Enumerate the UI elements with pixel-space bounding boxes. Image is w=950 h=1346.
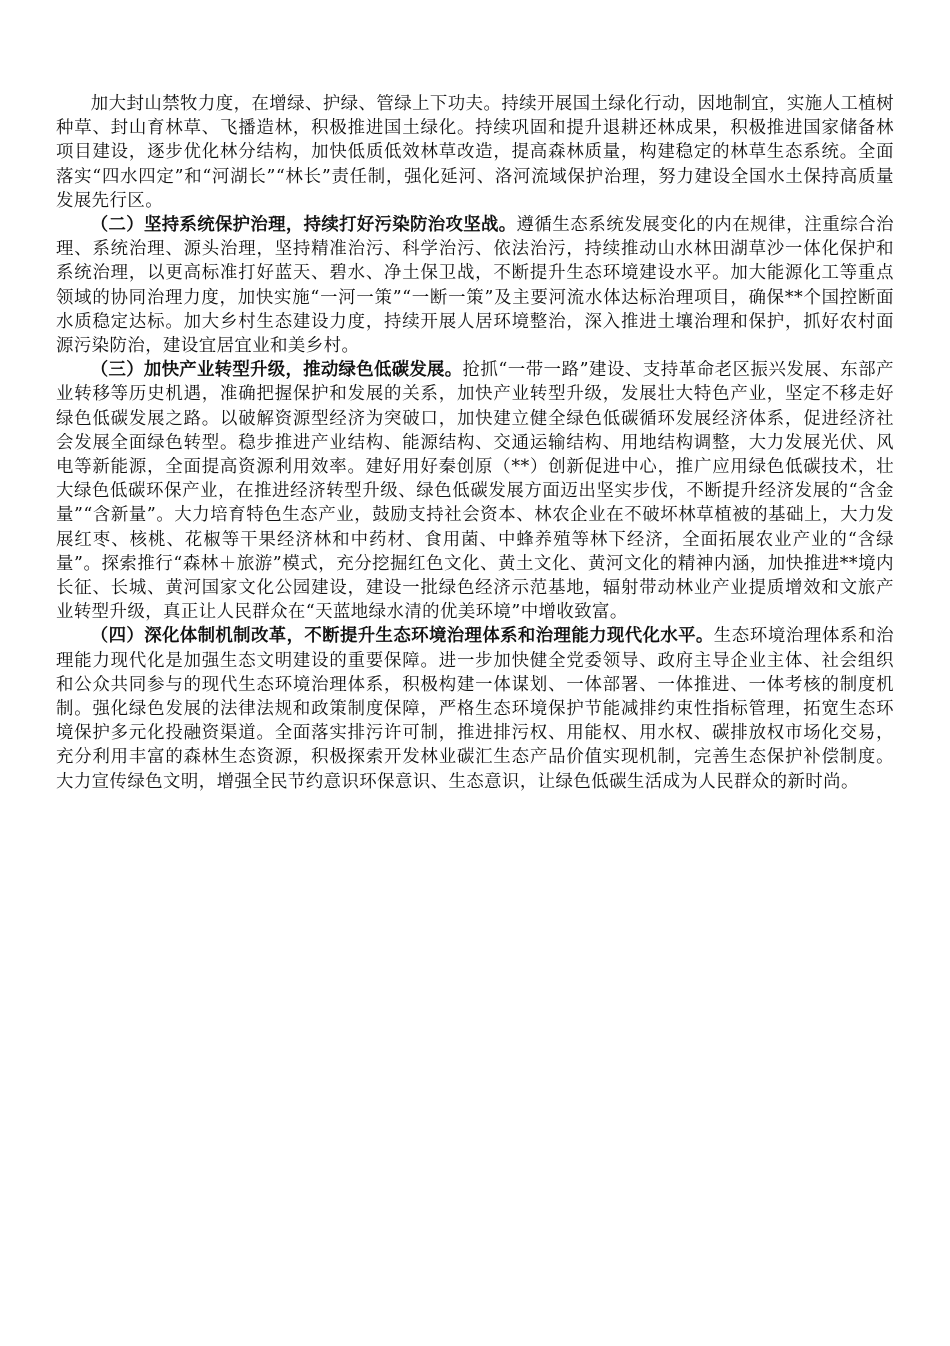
- paragraph-heading: （三）加快产业转型升级，推动绿色低碳发展。: [90, 360, 463, 381]
- paragraph-body: 加大封山禁牧力度，在增绿、护绿、管绿上下功夫。持续开展国土绿化行动，因地制宜，实施人工植树种草、封山育林草、飞播造林，积极推进国土绿化。持续巩固和提升退耕还林成果，积极推进国家储备林项目建设，逐步优化林分结构，加快低质低效林草改造，提高森林质量，构建稳定的林草生态系统。全面落实“四水四定”和“河湖长”“林长”责任制，强化延河、洛河流域保护治理，努力建设全国水土保持高质量发展先行区。: [56, 94, 894, 211]
- paragraph-industry-transformation: [56, 358, 894, 624]
- paragraph-institutional-reform: [56, 624, 894, 793]
- paragraph-forest-greening: [56, 92, 894, 213]
- paragraph-pollution-control: [56, 213, 894, 358]
- document-page: [56, 92, 894, 794]
- paragraph-heading: （二）坚持系统保护治理，持续打好污染防治攻坚战。: [90, 215, 517, 236]
- paragraph-body: 遵循生态系统发展变化的内在规律，注重综合治理、系统治理、源头治理，坚持精准治污、科学治污、依法治污，持续推动山水林田湖草沙一体化保护和系统治理，以更高标准打好蓝天、碧水、净土保卫战，不断提升生态环境建设水平。加大能源化工等重点领域的协同治理力度，加快实施“一河一策”“一断一策”及主要河流水体达标治理项目，确保**个国控断面水质稳定达标。加大乡村生态建设力度，持续开展人居环境整治，深入推进土壤治理和保护，抓好农村面源污染防治，建设宜居宜业和美乡村。: [56, 215, 894, 357]
- paragraph-heading: （四）深化体制机制改革，不断提升生态环境治理体系和治理能力现代化水平。: [90, 626, 714, 647]
- paragraph-body: 抢抓“一带一路”建设、支持革命老区振兴发展、东部产业转移等历史机遇，准确把握保护和发展的关系，加快产业转型升级，发展壮大特色产业，坚定不移走好绿色低碳发展之路。以破解资源型经济为突破口，加快建立健全绿色低碳循环发展经济体系，促进经济社会发展全面绿色转型。稳步推进产业结构、能源结构、交通运输结构、用地结构调整，大力发展光伏、风电等新能源，全面提高资源利用效率。建好用好秦创原（**）创新促进中心，推广应用绿色低碳技术，壮大绿色低碳环保产业，在推进经济转型升级、绿色低碳发展方面迈出坚实步伐，不断提升经济发展的“含金量”“含新量”。大力培育特色生态产业，鼓励支持社会资本、林农企业在不破坏林草植被的基础上，大力发展红枣、核桃、花椒等干果经济林和中药材、食用菌、中蜂养殖等林下经济，全面拓展农业产业的“含绿量”。探索推行“森林＋旅游”模式，充分挖掘红色文化、黄土文化、黄河文化的精神内涵，加快推进**境内长征、长城、黄河国家文化公园建设，建设一批绿色经济示范基地，辐射带动林业产业提质增效和文旅产业转型升级，真正让人民群众在“天蓝地绿水清的优美环境”中增收致富。: [56, 360, 894, 623]
- paragraph-body: 生态环境治理体系和治理能力现代化是加强生态文明建设的重要保障。进一步加快健全党委领导、政府主导企业主体、社会组织和公众共同参与的现代生态环境治理体系，积极构建一体谋划、一体部署、一体推进、一体考核的制度机制。强化绿色发展的法律法规和政策制度保障，严格生态环境保护节能减排约束性指标管理，拓宽生态环境保护多元化投融资渠道。全面落实排污许可制，推进排污权、用能权、用水权、碳排放权市场化交易，充分利用丰富的森林生态资源，积极探索开发林业碳汇生态产品价值实现机制，完善生态保护补偿制度。大力宣传绿色文明，增强全民节约意识环保意识、生态意识，让绿色低碳生活成为人民群众的新时尚。: [56, 626, 894, 792]
